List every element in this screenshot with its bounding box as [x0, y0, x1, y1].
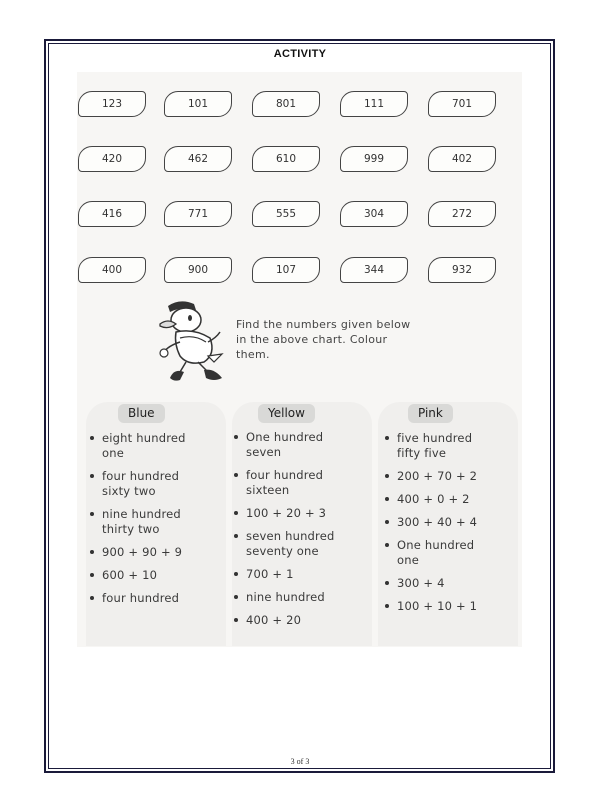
number-leaf: 344 — [340, 257, 408, 283]
blue-column-list — [89, 431, 209, 614]
number-leaf: 402 — [428, 146, 496, 172]
list-item: One hundred seven — [233, 430, 353, 460]
number-leaf: 416 — [78, 201, 146, 227]
list-item: eight hundred one — [89, 431, 209, 461]
list-item: 600 + 10 — [89, 568, 209, 583]
instruction-text: Find the numbers given below in the above chart. Colour them. — [236, 318, 411, 361]
list-item: four hundred — [89, 591, 209, 606]
number-leaf: 701 — [428, 91, 496, 117]
list-item: 900 + 90 + 9 — [89, 545, 209, 560]
list-item: 100 + 10 + 1 — [384, 599, 494, 614]
number-leaf: 420 — [78, 146, 146, 172]
number-leaf: 555 — [252, 201, 320, 227]
list-item: four hundred sixteen — [233, 468, 353, 498]
duck-cartoon-icon — [150, 298, 230, 388]
number-leaf: 462 — [164, 146, 232, 172]
list-item: 300 + 4 — [384, 576, 494, 591]
number-leaf: 304 — [340, 201, 408, 227]
number-leaf: 123 — [78, 91, 146, 117]
number-leaf: 610 — [252, 146, 320, 172]
pink-column-title: Pink — [408, 404, 453, 423]
list-item: 100 + 20 + 3 — [233, 506, 353, 521]
list-item: nine hundred — [233, 590, 353, 605]
pink-column-list — [384, 431, 494, 622]
number-leaf: 107 — [252, 257, 320, 283]
page-title: ACTIVITY — [273, 48, 327, 60]
list-item: 400 + 0 + 2 — [384, 492, 494, 507]
number-leaf: 272 — [428, 201, 496, 227]
number-leaf: 900 — [164, 257, 232, 283]
list-item: four hundred sixty two — [89, 469, 209, 499]
list-item: seven hundred seventy one — [233, 529, 353, 559]
blue-column-title: Blue — [118, 404, 165, 423]
list-item: nine hundred thirty two — [89, 507, 209, 537]
number-leaf: 101 — [164, 91, 232, 117]
list-item: One hundred one — [384, 538, 494, 568]
page-number: 3 of 3 — [290, 757, 310, 766]
yellow-column-title: Yellow — [258, 404, 315, 423]
list-item: five hundred fifty five — [384, 431, 494, 461]
number-leaf: 771 — [164, 201, 232, 227]
number-leaf: 999 — [340, 146, 408, 172]
list-item: 400 + 20 — [233, 613, 353, 628]
number-leaf: 400 — [78, 257, 146, 283]
number-leaf: 932 — [428, 257, 496, 283]
list-item: 700 + 1 — [233, 567, 353, 582]
list-item: 200 + 70 + 2 — [384, 469, 494, 484]
list-item: 300 + 40 + 4 — [384, 515, 494, 530]
number-leaf: 111 — [340, 91, 408, 117]
number-leaf: 801 — [252, 91, 320, 117]
yellow-column-list — [233, 430, 353, 636]
